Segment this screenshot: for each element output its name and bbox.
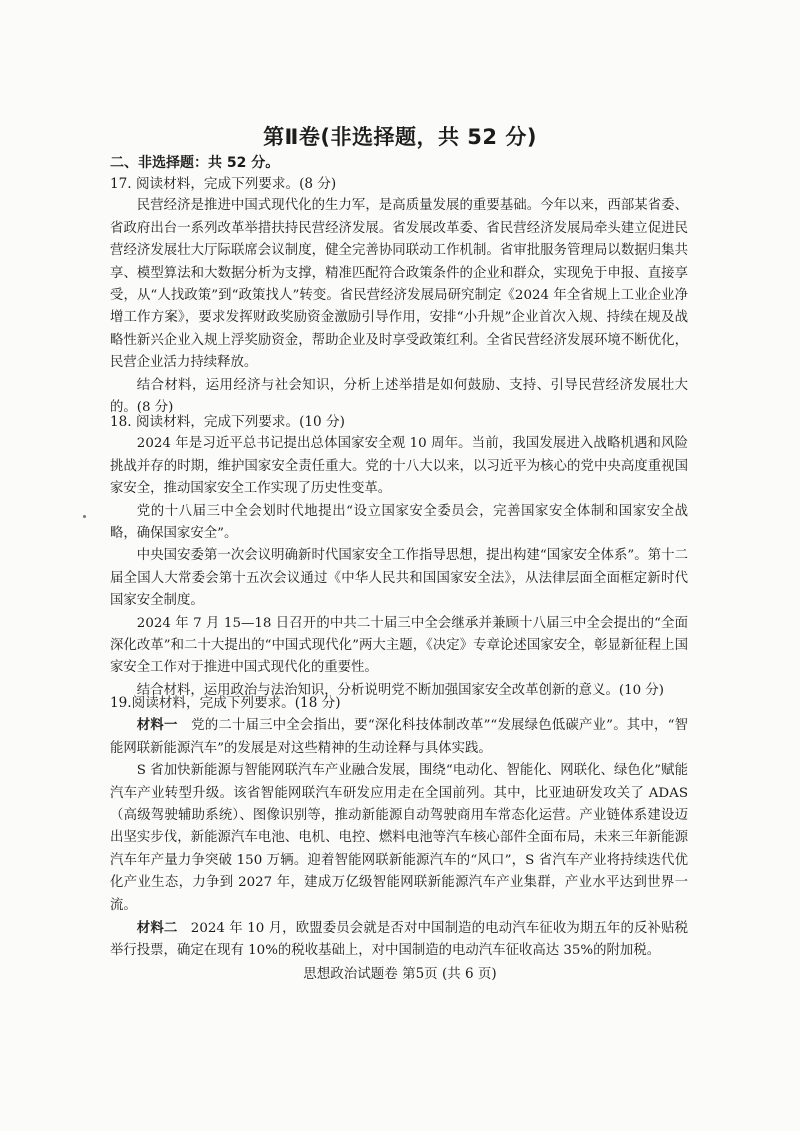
question-19-heading: 19.阅读材料，完成下列要求。(18 分) [110,695,341,711]
question-17-material: 民营经济是推进中国式现代化的生力军，是高质量发展的重要基础。今年以来，西部某省委、省政府出台一系列改革举措扶持民营经济发展。省发展改革委、省民营经济发展局牵头建立促进民营经济发展壮大厅际联席会议制度，健全完善协同联动工作机制。省审批服务管理局以数据归集共享、模型算法和大数据分析为支撑，精准匹配符合政策条件的企业和群众，实现免于申报、直接享受，从“人找政策”到“政策找人”转变。省民营经济发展局研究制定《2024 年全省规上工业企业净增工作方案》，要求发挥财政奖励资金激励引导作用，安排“小升规”企业首次入规、持续在规及战略性新兴企业入规上浮奖励资金，帮助企业及时享受政策红利。全省民营经济发展环境不断优化，民营企业活力持续释放。 [110,198,688,371]
question-18 [110,411,688,702]
section-heading: 二、非选择题：共 52 分。 [110,155,280,171]
question-18-paragraph-3: 中央国安委第一次会议明确新时代国家安全工作指导思想，提出构建“国家安全体系”。第十二届全国人大常委会第十五次会议通过《中华人民共和国国家安全法》，从法律层面全面框定新时代国家安全制度。 [110,548,688,609]
question-18-paragraph-1: 2024 年是习近平总书记提出总体国家安全观 10 周年。当前，我国发展进入战略机遇和风险挑战并存的时期，维护国家安全责任重大。党的十八大以来，以习近平为核心的党中央高度重视国家安全，推动国家安全工作实现了历史性变革。 [110,436,688,497]
question-19-material-1 [110,714,688,760]
material-1-text: 党的二十届三中全会指出，要“深化科技体制改革”“发展绿色低碳产业”。其中，“智能网联新能源汽车”的发展是对这些精神的生动诠释与具体实践。 [110,718,689,756]
question-18-prompt: 结合材料，运用政治与法治知识，分析说明党不断加强国家安全改革创新的意义。(10 分) [136,682,664,698]
part-title: 第Ⅱ卷(非选择题，共 52 分) [263,125,537,149]
question-18-paragraph-4: 2024 年 7 月 15—18 日召开的中共二十届三中全会继承并兼顾十八届三中全会提出的“全面深化改革”和二十大提出的“中国式现代化”两大主题，《决定》专章论述国家安全，彰显新征程上国家安全工作对于推进中国式现代化的重要性。 [110,615,688,676]
question-18-paragraph-2: 党的十八届三中全会划时代地提出“设立国家安全委员会，完善国家安全体制和国家安全战略，确保国家安全”。 [110,503,688,542]
question-17-heading: 17. 阅读材料，完成下列要求。(8 分) [110,176,337,192]
question-19 [110,692,688,963]
question-19-material-1-paragraph-2: S 省加快新能源与智能网联汽车产业融合发展，围绕“电动化、智能化、网联化、绿色化”赋能汽车产业转型升级。该省智能网联汽车研发应用走在全国前列。其中，比亚迪研发攻关了 ADAS（高级驾驶辅助系统）、图像识别等，推动新能源自动驾驶商用车常态化运营。产业链体系建设迈出坚实步伐，新能源汽车电池、电机、电控、燃料电池等汽车核心部件全面布局，未来三年新能源汽车年产量力争突破 150 万辆。迎着智能网联新能源汽车的“风口”，S 省汽车产业将持续迭代优化产业生态，力争到 2027 年，建成万亿级智能网联新能源汽车产业集群，产业水平达到世界一流。 [110,763,688,913]
material-2-label: 材料二 [136,920,178,937]
question-18-heading: 18. 阅读材料，完成下列要求。(10 分) [110,414,345,430]
material-2-text: 2024 年 10 月，欧盟委员会就是否对中国制造的电动汽车征收为期五年的反补贴税举行投票，确定在现有 10%的税收基础上，对中国制造的电动汽车征收高达 35%的附加税。 [110,921,689,959]
scan-speck [83,515,86,518]
question-17 [110,173,688,419]
material-1-label: 材料一 [136,717,178,734]
question-19-material-2 [110,917,688,963]
question-17-prompt: 结合材料，运用经济与社会知识，分析上述举措是如何鼓励、支持、引导民营经济发展壮大的。(8 分) [110,377,688,416]
page-footer: 思想政治试题卷 第5页 (共 6 页) [303,966,497,982]
